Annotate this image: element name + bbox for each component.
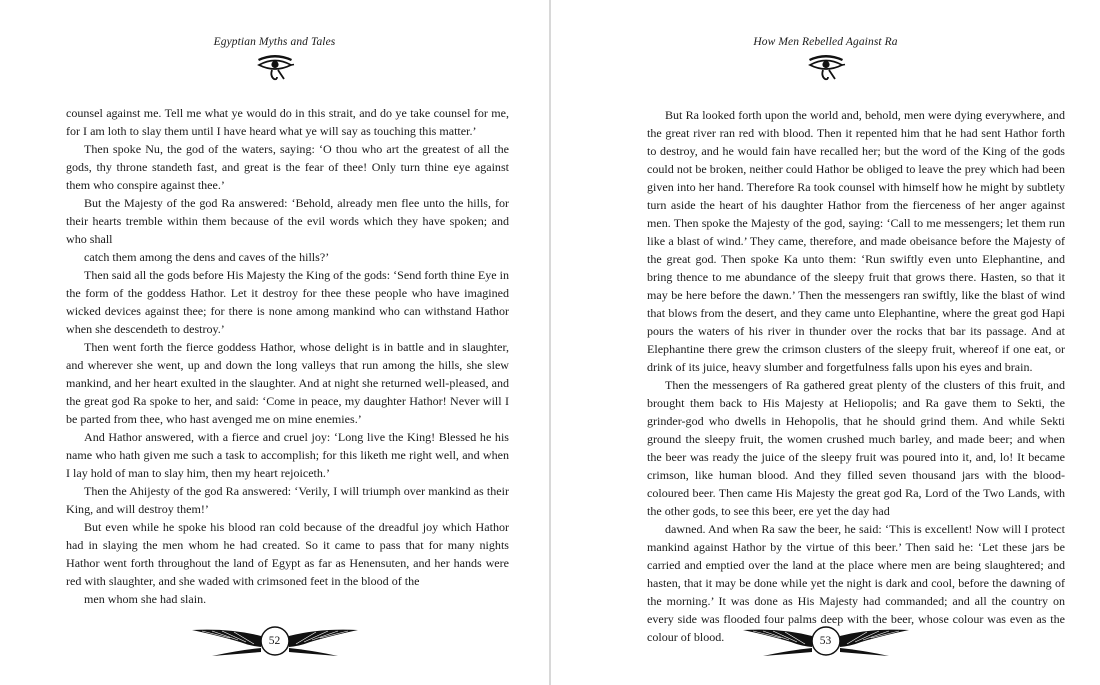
page-number: 52 [268, 635, 281, 647]
eye-of-horus-icon [806, 52, 846, 82]
left-page [0, 0, 549, 685]
paragraph: But even while he spoke his blood ran cold because of the dreadful joy which Hathor had in slaying the men whom he had created. So it came to pass that for many nights Hathor went forth throughout the land of Egypt as far as Henensuten, and her hands were red with slaughter, and she waded with crimsoned feet in the blood of the [66, 520, 509, 588]
paragraph: catch them among the dens and caves of the hills?’ [84, 250, 330, 264]
body-text [66, 104, 509, 608]
paragraph: But the Majesty of the god Ra answered: ‘Behold, already men flee unto the hills, for their hearts tremble within them because of the evil words which they have spoken; and who shall [66, 196, 509, 246]
paragraph: Then spoke Nu, the god of the waters, saying: ‘O thou who art the greatest of all the gods, thy throne standeth fast, and great is the fear of thee! Only turn thine eye against them who conspire against thee.’ [66, 142, 509, 192]
running-head: How Men Rebelled Against Ra [753, 36, 898, 48]
paragraph: Then went forth the fierce goddess Hathor, whose delight is in battle and in slaughter, and wherever she went, up and down the long valleys that run among the hills, she slew mankind, and her heart exulted in the slaughter. And at night she returned well-pleased, and the great god Ra spoke to her, and said: ‘Come in peace, my daughter Hathor! Never will I be parted from thee, who hast avenged me on mine enemies.’ [66, 340, 509, 426]
paragraph: men whom she had slain. [84, 592, 207, 606]
paragraph: Then the messengers of Ra gathered great plenty of the clusters of this fruit, and brought them back to His Majesty at Heliopolis; and Ra gave them to Sekti, the grinder-god who dwells in Hehopolis, that he should grind them. And while Sekti ground the sleepy fruit, the women crushed much barley, and made beer; and when the beer was ready the juice of the sleepy fruit was poured into it, and, lo! It became crimson, like human blood. And they filled seven thousand jars with the blood-coloured beer. Then came His Majesty the great god Ra, Lord of the Two Lands, with the other gods, to see this beer, ere yet the day had [647, 378, 1065, 518]
paragraph: counsel against me. Tell me what ye would do in this strait, and do ye take counsel for me, for I am loth to slay them until I have heard what ye will say as touching this matter.’ [66, 106, 509, 138]
page-number: 53 [819, 635, 832, 647]
eye-of-horus-icon [255, 52, 295, 82]
running-head: Egyptian Myths and Tales [213, 36, 336, 48]
right-page [551, 0, 1100, 685]
paragraph: Then the Ahijesty of the god Ra answered: ‘Verily, I will triumph over mankind as their King, and will destroy them!’ [66, 484, 509, 516]
body-text [647, 106, 1065, 646]
paragraph: And Hathor answered, with a fierce and cruel joy: ‘Long live the King! Blessed he his name who hath given me such a task to accomplish; for this liketh me right well, and when I lay hold of man to slay him, then my heart rejoiceth.’ [66, 430, 509, 480]
paragraph: But Ra looked forth upon the world and, behold, men were dying everywhere, and the great river ran red with blood. Then it repented him that he had sent Hathor forth to destroy, and he would fain have recalled her; but the word of the King of the gods could not be broken, neither could Hathor be obliged to leave the prey which had been given into her hand. Therefore Ra took counsel with himself how he might by subtlety turn aside the heart of his daughter Hathor from the fierceness of her anger against men. Then spoke the Majesty of the god, saying: ‘Call to me messengers; let them run like a blast of wind.’ They came, therefore, and made obeisance before the Majesty of the great god. Then spoke Ka unto them: ‘Run swiftly even unto Elephantine, and bring thence to me abundance of the sleepy fruit that grows there. Hasten, so that it may be here before the dawn.’ Then the messengers ran swiftly, like the blast of wind that blows from the desert, and they came unto Elephantine, where the great god Hapi pours the waters of his river in thunder over the rocks that bar its passage. And at Elephantine there grew the crimson clusters of the sleepy fruit, whereof if one eat, or drink of its juice, heavy slumber and forgetfulness falls upon his eyes and brain. [647, 108, 1065, 374]
paragraph: dawned. And when Ra saw the beer, he said: ‘This is excellent! Now will I protect mankind against Hathor by the virtue of this beer.’ Then said he: ‘Let these jars be carried and emptied over the land at the place where men are being slaughtered; and hasten, that it may be done while yet the night is dark and cool, before the dawning of the morning.’ It was done as His Majesty had commanded; and all the country on every side was flooded four palms deep with the beer, whose colour was even as the colour of blood. [647, 522, 1065, 644]
paragraph: Then said all the gods before His Majesty the King of the gods: ‘Send forth thine Eye in the form of the goddess Hathor. Let it destroy for thee these people who have imagined wicked devices against thee; for there is none among mankind who can withstand Hathor when she descendeth to destroy.’ [66, 268, 509, 336]
